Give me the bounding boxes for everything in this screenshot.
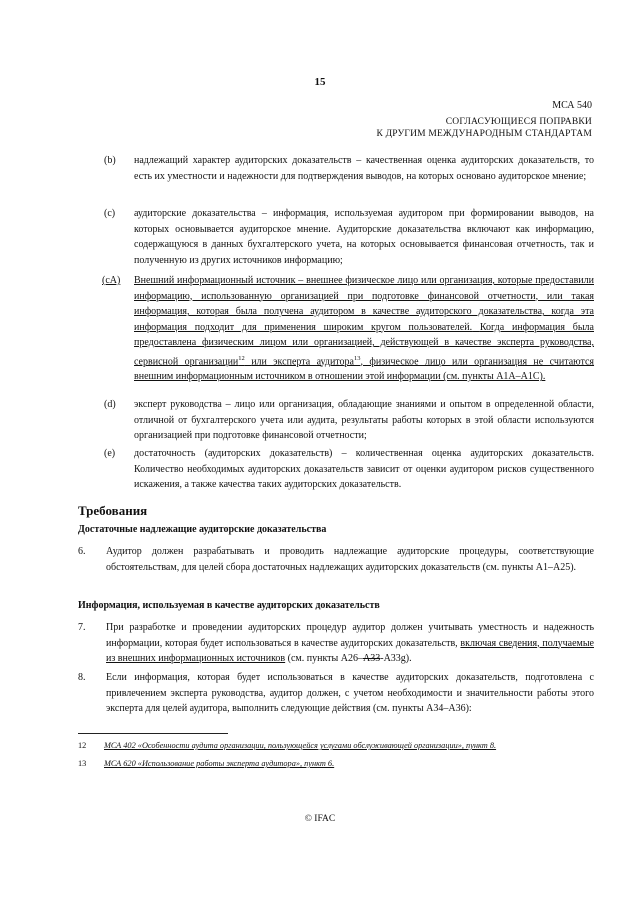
footnote-13-text: МСА 620 «Использование работы эксперта аудитора», пункт 6. <box>104 759 335 768</box>
subheading-information-used: Информация, используемая в качестве аудиторских доказательств <box>78 600 380 611</box>
definition-b <box>78 153 594 184</box>
definition-ca-part-3: или эксперта аудитора <box>251 355 354 367</box>
definition-ca-part-1: Внешний информационный источник – внешнее физическое лицо или организация, которые предоставили информацию, использованную организацией при подготовке финансовой отчетности, или такая информация, которая была получена аудитором в качестве аудиторского доказательства, когда эта информация подходит для применения широким кругом пользователей. <box>134 275 594 333</box>
standard-code: МСА 540 <box>552 100 592 111</box>
paragraph-6-text: Аудитор должен разрабатывать и проводить надлежащие аудиторские процедуры, соответствующие обстоятельствам, для целей сбора достаточных надлежащих аудиторских доказательств (см. пункты А1–А25). <box>106 546 594 573</box>
footnote-ref-12[interactable]: 12 <box>238 354 245 362</box>
definition-ca-part-2: Когда информация была предоставлена физическим лицом или организацией, действующей в качестве эксперта руководства, сервисной организации <box>134 321 594 367</box>
requirements-heading: Требования <box>78 503 148 518</box>
footnote-12-text: МСА 402 «Особенности аудита организации, пользующейся услугами обслуживающей организации», пункт 8. <box>104 741 497 750</box>
paragraph-7-text <box>106 620 594 667</box>
paragraph-7-part-1: При разработке и проведении аудиторских процедур аудитор должен учитывать уместность и надежность информации, которая будет использоваться в качестве аудиторских доказательств, <box>106 622 594 649</box>
definition-e <box>78 446 594 493</box>
paragraph-7-part-3: -А33g). <box>380 653 412 664</box>
paragraph-8 <box>78 670 594 717</box>
running-title-line-1: СОГЛАСУЮЩИЕСЯ ПОПРАВКИ <box>445 117 592 127</box>
running-title <box>376 116 592 140</box>
footnote-13-number: 13 <box>78 759 87 768</box>
definition-ca-label: (cA) <box>102 275 121 286</box>
paragraph-8-number: 8. <box>78 672 86 683</box>
footnote-12 <box>78 741 598 750</box>
running-title-line-2: К ДРУГИМ МЕЖДУНАРОДНЫМ СТАНДАРТАМ <box>376 129 592 139</box>
definition-e-label: (e) <box>104 448 116 459</box>
page-number: 15 <box>314 76 326 88</box>
footnote-12-number: 12 <box>78 741 87 750</box>
definition-ca-part-4: , физическое лицо или организация не считаются внешним информационным источником в отношении этой информации (см. пункты А1А–А1С). <box>134 355 595 383</box>
definition-d <box>78 397 594 444</box>
paragraph-6 <box>78 544 594 575</box>
definition-b-text: надлежащий характер аудиторских доказательств – качественная оценка аудиторских доказательств, то есть их уместности и надежности для подтверждения выводов, на которых основано аудиторское мнение; <box>134 155 594 182</box>
definition-e-text: достаточность (аудиторских доказательств) – количественная оценка аудиторских доказательств. Количество необходимых аудиторских доказательств зависит от оценки аудитором рисков существенного искажения, а также качества таких аудиторских доказательств. <box>134 448 594 490</box>
definition-c-text: аудиторские доказательства – информация, используемая аудитором при формировании выводов, на которых основывается аудиторское мнение. Аудиторские доказательства включают как информацию, содержащуюся в данных бухгалтерского учета, на которых основывается финансовая отчетность, так и полученную из других источников информацию; <box>134 208 594 266</box>
footnote-divider <box>78 733 228 734</box>
copyright-footer: © IFAC <box>304 814 336 824</box>
paragraph-7-part-2: (см. пункты А26– <box>287 653 363 664</box>
paragraph-7-number: 7. <box>78 622 86 633</box>
paragraph-6-number: 6. <box>78 546 86 557</box>
definition-b-label: (b) <box>104 155 116 166</box>
footnote-13 <box>78 759 598 768</box>
footnote-ref-13[interactable]: 13 <box>354 354 361 362</box>
definition-d-label: (d) <box>104 399 116 410</box>
definition-c <box>78 206 594 268</box>
definition-d-text: эксперт руководства – лицо или организация, обладающие знаниями и опытом в определенной области, отличной от бухгалтерского учета или аудита, результаты работы которых в этой области используются организацией при подготовке финансовой отчетности; <box>134 399 594 441</box>
definition-c-label: (c) <box>104 208 116 219</box>
paragraph-7 <box>78 620 594 667</box>
definition-ca-text <box>134 273 594 385</box>
definition-ca <box>78 273 594 385</box>
subheading-sufficient-evidence: Достаточные надлежащие аудиторские доказательства <box>78 524 327 535</box>
paragraph-7-deleted-ref: А33 <box>363 653 381 664</box>
paragraph-8-text: Если информация, которая будет использоваться в качестве аудиторских доказательств, подготовлена с привлечением эксперта руководства, аудитор должен, с учетом необходимости и значительности работы этого эксперта для целей аудитора, выполнить следующие действия (см. пункты А34–А36): <box>106 672 594 714</box>
paragraph-7-inserted-text: включая сведения, получаемые из внешних информационных источников <box>106 637 594 664</box>
